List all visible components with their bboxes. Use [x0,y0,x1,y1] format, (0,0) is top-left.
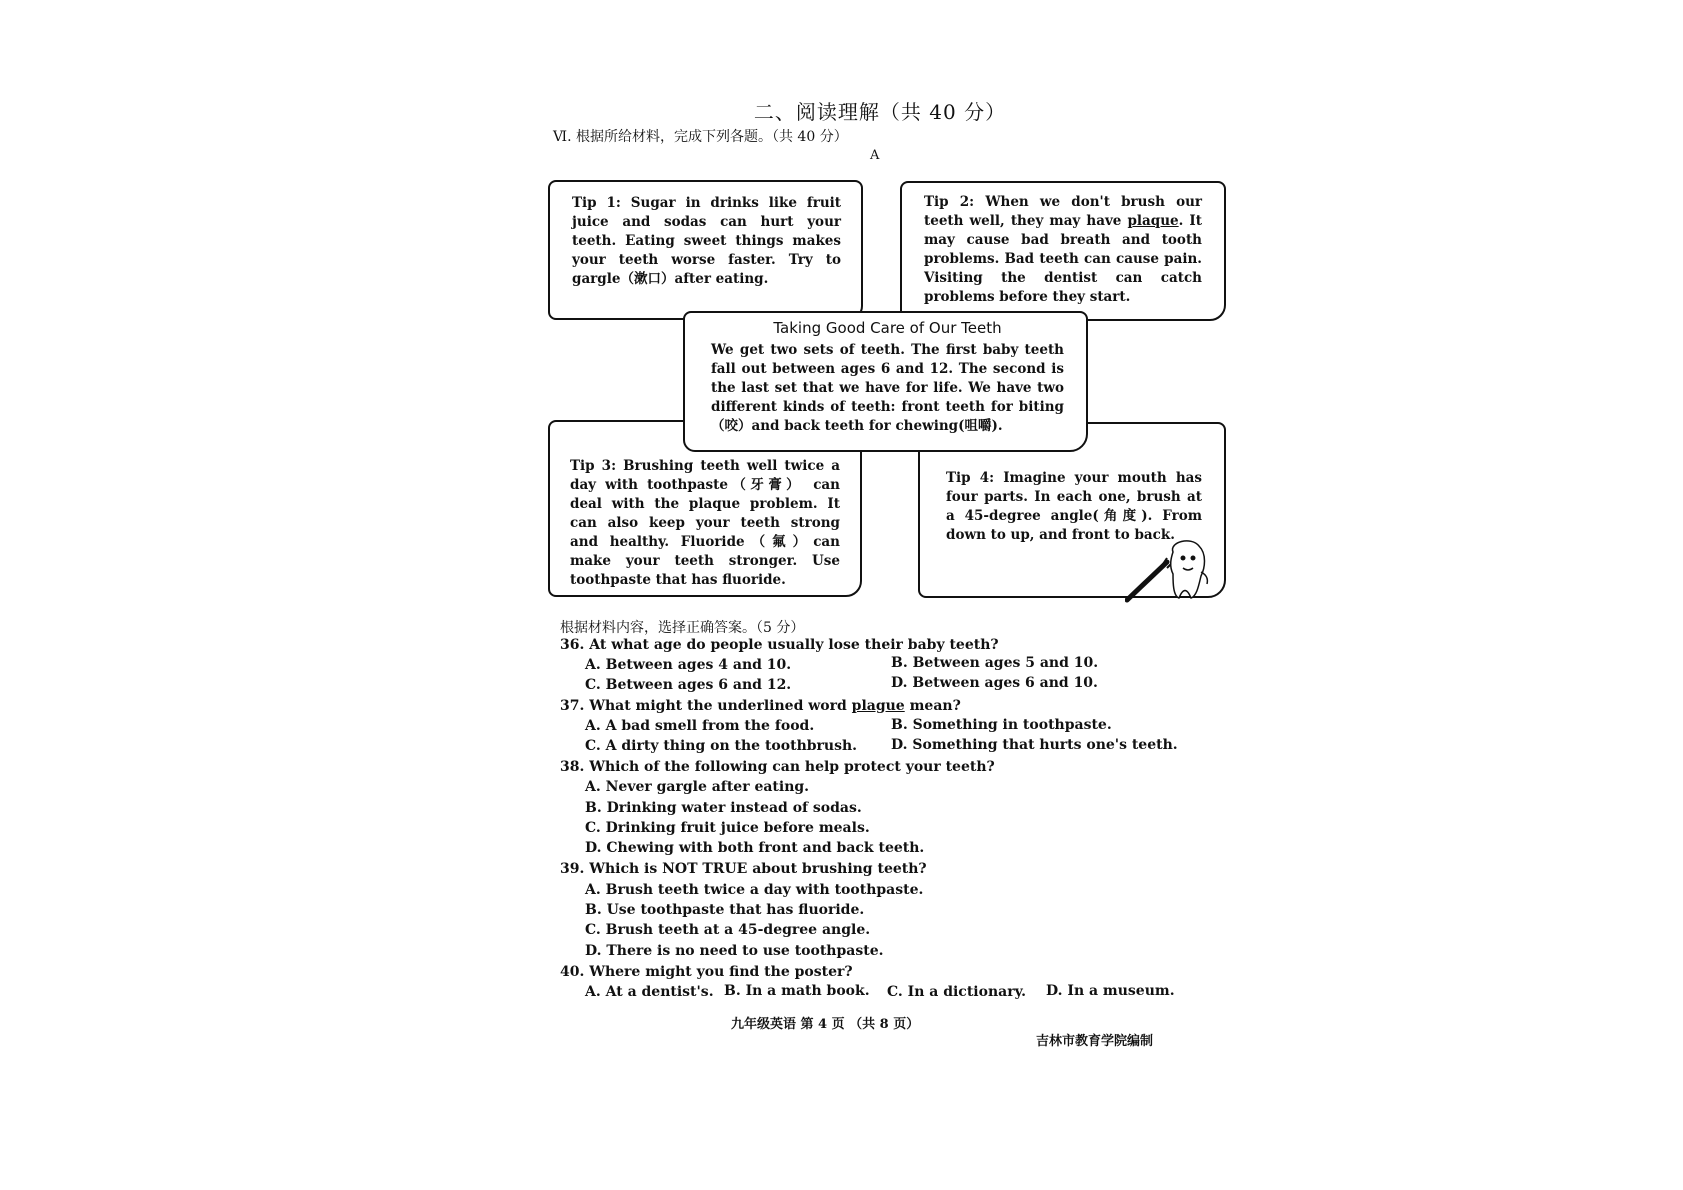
q36-option-c: C. Between ages 6 and 12. [585,677,792,693]
section-title: 二、阅读理解（共 40 分） [753,100,1007,124]
q38-option-c: C. Drinking fruit juice before meals. [585,820,870,836]
question-38: 38. Which of the following can help protect your teeth? [560,759,995,775]
page-footer: 九年级英语 第 4 页 （共 8 页） [731,1017,920,1032]
plaque-underlined-word: plaque [1127,213,1179,229]
q37-option-d: D. Something that hurts one's teeth. [891,737,1178,753]
q40-option-d: D. In a museum. [1046,983,1175,999]
center-text: We get two sets of teeth. The first baby teeth fall out between ages 6 and 12. The second is the last set that we have for life. We have two different kinds of teeth: front teeth for biting（咬）and back teeth for chewing(咀嚼). [711,342,1064,434]
tip-1-box [548,180,863,320]
tip-4-text: Tip 4: Imagine your mouth has four parts. In each one, brush at a 45-degree angle(角度). From down to up, and front to back. [946,470,1202,543]
q37-stem-start: 37. What might the underlined word [560,698,852,714]
tip-2-text-end: . It may cause bad breath and tooth problems. Bad teeth can cause pain. Visiting the dentist can catch problems before they start. [924,213,1202,305]
q39-option-d: D. There is no need to use toothpaste. [585,943,884,959]
q37-stem-end: mean? [904,698,961,714]
q40-option-b: B. In a math book. [724,983,870,999]
q40-option-c: C. In a dictionary. [887,984,1026,1000]
section-instruction: Ⅵ. 根据所给材料，完成下列各题。（共 40 分） [553,129,848,145]
q40-option-a: A. At a dentist's. [585,984,714,1000]
q36-option-b: B. Between ages 5 and 10. [891,655,1099,671]
passage-label: A [870,148,880,163]
tip-2-text-start: Tip 2: When we don't brush our teeth well, they may have [924,194,1202,229]
question-37 [560,698,961,714]
q37-underlined-word: plague [851,698,905,714]
q36-option-d: D. Between ages 6 and 10. [891,675,1098,691]
q38-option-a: A. Never gargle after eating. [585,779,810,795]
question-39: 39. Which is NOT TRUE about brushing teeth? [560,861,927,877]
q38-option-d: D. Chewing with both front and back teeth. [585,840,925,856]
center-box [683,311,1088,452]
tip-1-text: Tip 1: Sugar in drinks like fruit juice and sodas can hurt your teeth. Eating sweet things makes your teeth worse faster. Try to gargle（漱口）after eating. [572,195,841,287]
q37-option-c: C. A dirty thing on the toothbrush. [585,738,858,754]
question-40: 40. Where might you find the poster? [560,964,853,980]
q39-option-b: B. Use toothpaste that has fluoride. [585,902,865,918]
q36-option-a: A. Between ages 4 and 10. [585,657,792,673]
q37-option-b: B. Something in toothpaste. [891,717,1112,733]
tip-2-text [924,193,1202,307]
poster-title: Taking Good Care of Our Teeth [773,319,1002,337]
tooth-with-toothbrush-icon [1125,538,1215,604]
publisher-label: 吉林市教育学院编制 [1036,1034,1154,1049]
questions-instruction: 根据材料内容，选择正确答案。（5 分） [560,620,805,636]
q37-option-a: A. A bad smell from the food. [585,718,815,734]
tip-3-text: Tip 3: Brushing teeth well twice a day with toothpaste（牙膏） can deal with the plaque problem. It can also keep your teeth strong and healthy. Fluoride（氟）can make your teeth stronger. Use toothpaste that has fluoride. [570,458,840,588]
q39-option-a: A. Brush teeth twice a day with toothpaste. [585,882,924,898]
tip-2-box [900,181,1226,321]
q38-option-b: B. Drinking water instead of sodas. [585,800,862,816]
question-36: 36. At what age do people usually lose their baby teeth? [560,637,999,653]
q39-option-c: C. Brush teeth at a 45-degree angle. [585,922,871,938]
